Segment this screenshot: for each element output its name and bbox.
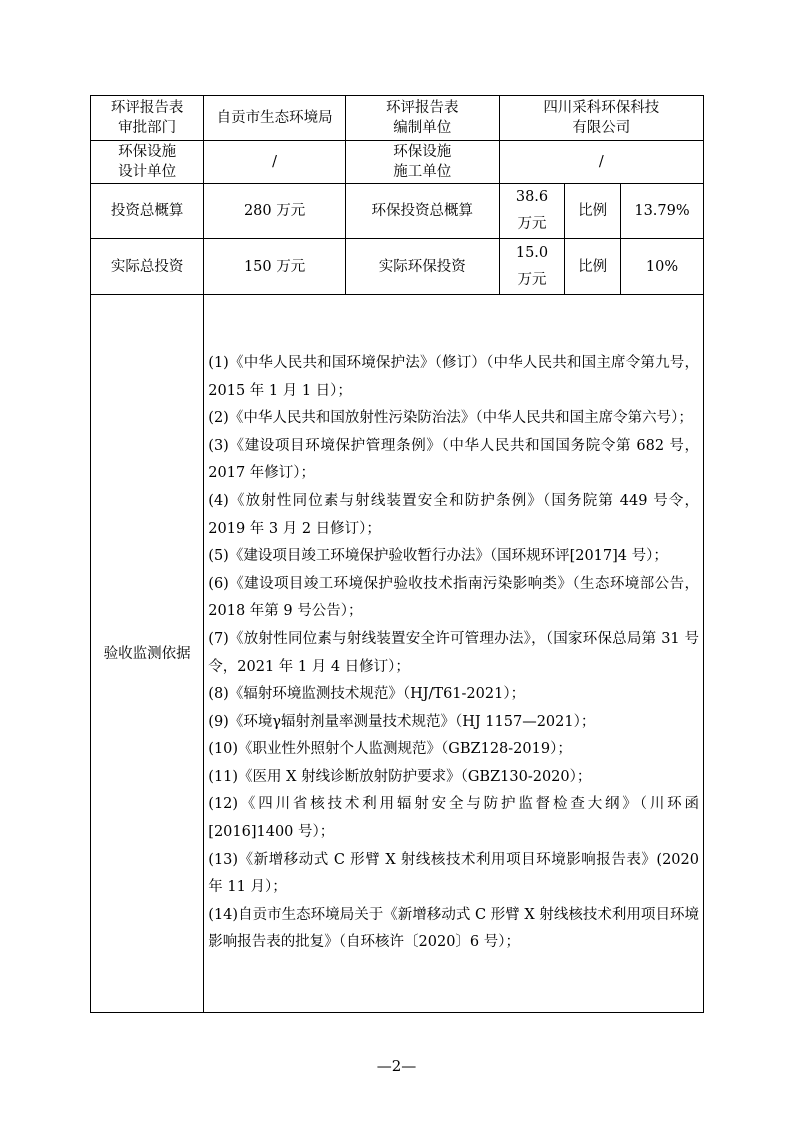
env-investment-estimate-value: 38.6 万元 [499,184,565,239]
list-item: (2)《中华人民共和国放射性污染防治法》（中华人民共和国主席令第六号）； [208,410,693,427]
facility-construction-unit-label: 环保设施 施工单位 [345,141,499,184]
list-item: (13)《新增移动式 C 形臂 X 射线核技术利用项目环境影响报告表》(2020 年 11 月）； [208,851,699,896]
actual-investment-value: 150 万元 [204,239,346,295]
table-row [91,96,704,141]
list-item: (9)《环境γ辐射剂量率测量技术规范》（HJ 1157—2021）； [208,713,596,730]
ratio-value: 13.79% [620,184,703,239]
table-row [91,141,704,184]
list-item: (5)《建设项目竣工环境保护验收暂行办法》（国环规环评[2017]4 号）； [208,548,668,565]
table-row [91,239,704,295]
monitoring-basis-label: 验收监测依据 [91,295,204,1013]
list-item: (10)《职业性外照射个人监测规范》（GBZ128-2019）； [208,741,572,758]
list-item: (12)《四川省核技术利用辐射安全与防护监督检查大纲》（川环函[2016]1400 号）； [208,796,699,841]
list-item: (11)《医用 X 射线诊断放射防护要求》（GBZ130-2020）； [208,768,592,785]
ratio-label: 比例 [565,184,621,239]
facility-design-unit-label: 环保设施 设计单位 [91,141,204,184]
list-item: (4)《放射性同位素与射线装置安全和防护条例》（国务院第 449 号令，2019 年 3 月 2 日修订）； [208,492,699,537]
total-investment-estimate-label: 投资总概算 [91,184,204,239]
acceptance-info-table [90,95,704,1013]
list-item: (6)《建设项目竣工环境保护验收技术指南污染影响类》（生态环境部公告，2018 年第 9 号公告）； [208,575,699,620]
list-item: (8)《辐射环境监测技术规范》（HJ/T61-2021）； [208,686,526,703]
list-item: (1)《中华人民共和国环境保护法》（修订）（中华人民共和国主席令第九号，2015 年 1 月 1 日）； [208,354,699,399]
actual-env-investment-label: 实际环保投资 [345,239,499,295]
facility-design-unit-value: / [204,141,346,184]
page-number: —2— [376,1057,417,1075]
list-item: (7)《放射性同位素与射线装置安全许可管理办法》，（国家环保总局第 31 号令，2021 年 1 月 4 日修订）； [208,630,699,675]
env-investment-estimate-label: 环保投资总概算 [345,184,499,239]
eia-approval-dept-label: 环评报告表 审批部门 [91,96,204,141]
monitoring-basis-list [204,295,704,1013]
facility-construction-unit-value: / [499,141,703,184]
actual-env-investment-value: 15.0 万元 [499,239,565,295]
actual-investment-label: 实际总投资 [91,239,204,295]
eia-approval-dept-value: 自贡市生态环境局 [204,96,346,141]
total-investment-estimate-value: 280 万元 [204,184,346,239]
table-row [91,295,704,1013]
ratio-value: 10% [620,239,703,295]
table-row [91,184,704,239]
list-item: (14)自贡市生态环境局关于《新增移动式 C 形臂 X 射线核技术利用项目环境影响报告表的批复》（自环核许〔2020〕6 号）； [208,906,699,951]
list-item: (3)《建设项目环境保护管理条例》（中华人民共和国国务院令第 682 号，2017 年修订）； [208,437,699,482]
eia-compiler-label: 环评报告表 编制单位 [345,96,499,141]
eia-compiler-value: 四川采科环保科技 有限公司 [499,96,703,141]
ratio-label: 比例 [565,239,621,295]
